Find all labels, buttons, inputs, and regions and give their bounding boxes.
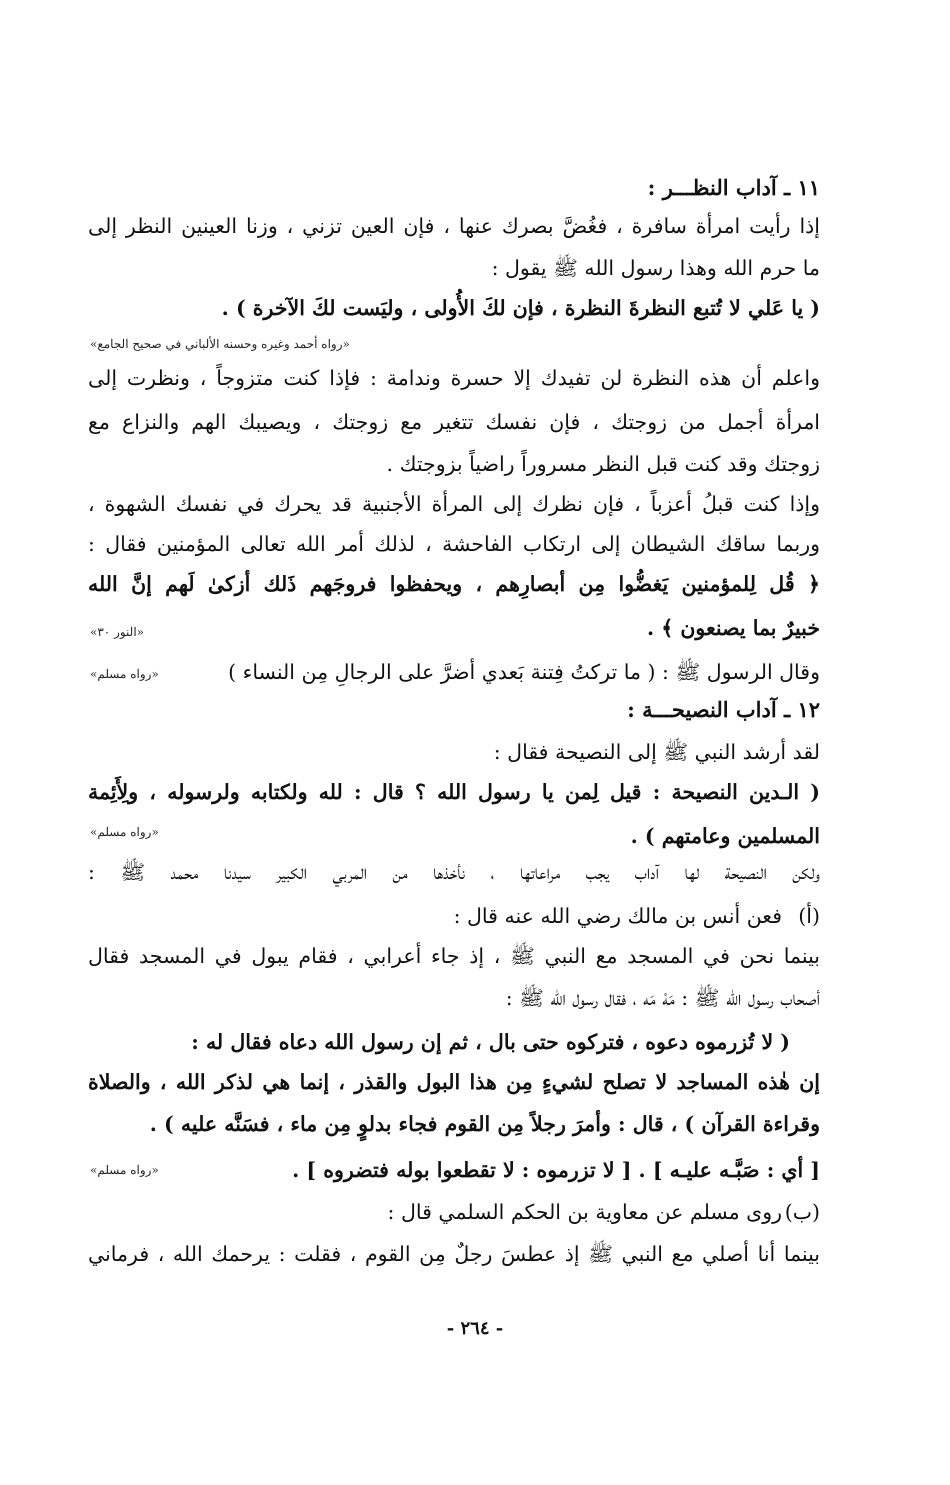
paragraph-line: وربما ساقك الشيطان إلى ارتكاب الفاحشة ، لذلك أمر الله تعالى المؤمنين فقال :: [88, 532, 820, 556]
hadith-source: «رواه أحمد وغيره وحسنه الألباني في صحيح الجامع»: [90, 337, 350, 351]
paragraph-line: إذا رأيت امرأة سافرة ، فغُضَّ بصرك عنها ، فإن العين تزني ، وزنا العينين النظر إلى: [88, 214, 820, 238]
section-11-heading: ١١ ـ آداب النظـــر :: [647, 175, 820, 200]
hadith-source: «رواه مسلم»: [90, 667, 159, 681]
paragraph-line: فعن أنس بن مالك رضي الله عنه قال :: [453, 904, 782, 928]
explanation-note: [ أي : صَبَّـه عليـه ] . [ لا تزرموه : لا تقطعوا بوله فتضروه ] .: [292, 1158, 820, 1182]
hadith-quote: ( يا عَلي لا تُتبع النظرةَ النظرة ، فإن لكَ الأُولى ، وليَست لكَ الآخرة ) .: [221, 296, 820, 320]
hadith-source: «رواه مسلم»: [90, 825, 159, 839]
paragraph-line: ما حرم الله وهذا رسول الله ﷺ يقول :: [491, 256, 820, 280]
hadith-quote: إن هٰذه المساجد لا تصلح لشيءٍ مِن هذا البول والقذر ، إنما هي لذكر الله ، والصلاة: [88, 1070, 820, 1094]
paragraph-line: وقال الرسول ﷺ : ( ما تركتُ فِتنة بَعدي أضرَّ على الرجالِ مِن النساء ): [228, 660, 820, 684]
paragraph-line: بينما أنا أصلي مع النبي ﷺ إذ عطسَ رجلٌ مِن القوم ، فقلت : يرحمك الله ، فرماني: [88, 1242, 820, 1266]
ayah-source: «النور ٣٠»: [90, 625, 144, 639]
section-12-heading: ١٢ ـ آداب النصيحـــة :: [627, 697, 820, 722]
hadith-source: «رواه مسلم»: [90, 1163, 159, 1177]
paragraph-line: روى مسلم عن معاوية بن الحكم السلمي قال :: [387, 1200, 782, 1224]
paragraph-line: لقد أرشد النبي ﷺ إلى النصيحة فقال :: [493, 740, 820, 764]
paragraph-line: ولكن النصيحة لها آداب يجب مراعاتها ، نأخذها من المربي الكبير سيدنا محمد ﷺ :: [88, 860, 820, 884]
paragraph-line: واعلم أن هذه النظرة لن تفيدك إلا حسرة وندامة : فإذا كنت متزوجاً ، ونظرت إلى: [88, 366, 820, 390]
paragraph-line: وإذا كنت قبلُ أعزباً ، فإن نظرك إلى المرأة الأجنبية قد يحرك في نفسك الشهوة ،: [88, 492, 820, 516]
ayah-quote: خبيرٌ بما يصنعون ﴾ .: [646, 616, 820, 640]
hadith-quote: ( الـدين النصيحة : قيل لِمن يا رسول الله ؟ قال : لله ولكتابه ولرسوله ، ولِأَئِمة: [88, 780, 820, 804]
item-marker-a: (أ): [798, 904, 820, 928]
hadith-quote: المسلمين وعامتهم ) .: [630, 824, 820, 848]
hadith-quote: وقراءة القرآن ) ، قال : وأمرَ رجلاً مِن القوم فجاء بدلوٍ مِن ماء ، فسَنَّه عليه ) .: [149, 1112, 820, 1136]
paragraph-line: زوجتك وقد كنت قبل النظر مسروراً راضياً بزوجتك .: [386, 452, 820, 476]
hadith-quote: ( لا تُزرموه دعوه ، فتركوه حتى بال ، ثم إن رسول الله دعاه فقال له :: [191, 1030, 790, 1054]
paragraph-line: امرأة أجمل من زوجتك ، فإن نفسك تتغير مع زوجتك ، ويصيبك الهم والنزاع مع: [88, 410, 820, 434]
ayah-quote: ﴿ قُل لِلمؤمنين يَغضُّوا مِن أبصارِهم ، ويحفظوا فروجَهم ذَلك أزكىٰ لَهم إنَّ الله: [88, 572, 820, 596]
page-number: - ٢٦٤ -: [446, 1318, 504, 1339]
item-marker-b: (ب): [784, 1200, 820, 1224]
paragraph-line: بينما نحن في المسجد مع النبي ﷺ ، إذ جاء أعرابي ، فقام يبول في المسجد فقال: [88, 944, 820, 968]
paragraph-line: أصحاب رسول الله ﷺ : مَهْ مَه ، فقال رسول الله ﷺ :: [505, 986, 820, 1010]
